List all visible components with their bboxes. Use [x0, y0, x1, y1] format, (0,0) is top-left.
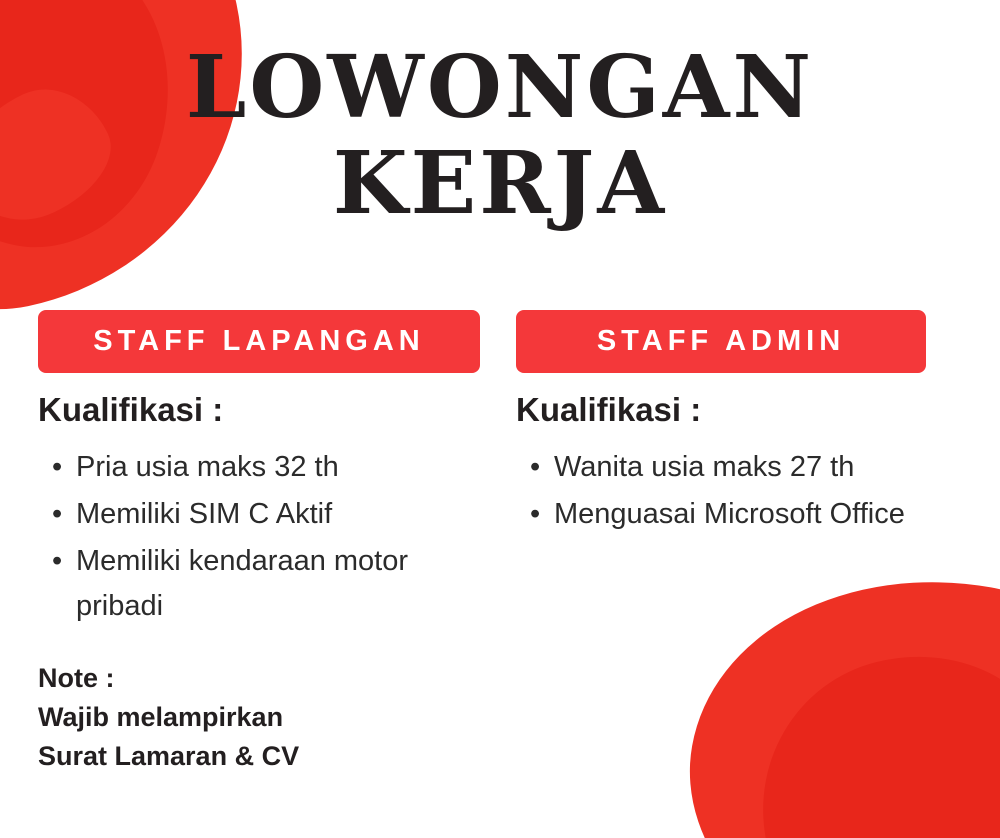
qualification-list-left: [38, 445, 478, 629]
position-column-staff-admin: [492, 310, 1000, 776]
qualification-heading-left: Kualifikasi :: [38, 391, 224, 428]
qualification-heading-right: Kualifikasi :: [516, 391, 702, 428]
qualification-list-right: [516, 445, 960, 537]
position-badge-staff-admin: STAFF ADMIN: [516, 310, 926, 373]
note-block: [38, 659, 478, 776]
list-item: • Pria usia maks 32 th: [76, 445, 478, 490]
note-line-1: Wajib melampirkan: [38, 701, 284, 732]
poster-title: [0, 37, 1000, 235]
positions-container: [0, 310, 1000, 776]
title-line-1: LOWONGAN: [185, 37, 815, 138]
list-item: • Memiliki SIM C Aktif: [76, 492, 478, 537]
list-item: • Memiliki kendaraan motor pribadi: [76, 539, 478, 629]
list-item: • Wanita usia maks 27 th: [554, 445, 960, 490]
position-badge-staff-lapangan: STAFF LAPANGAN: [38, 310, 480, 373]
list-item: • Menguasai Microsoft Office: [554, 492, 960, 537]
title-line-2: KERJA: [332, 133, 668, 235]
position-column-staff-lapangan: [0, 310, 492, 776]
note-heading: Note :: [38, 662, 115, 693]
note-line-2: Surat Lamaran & CV: [38, 741, 300, 772]
